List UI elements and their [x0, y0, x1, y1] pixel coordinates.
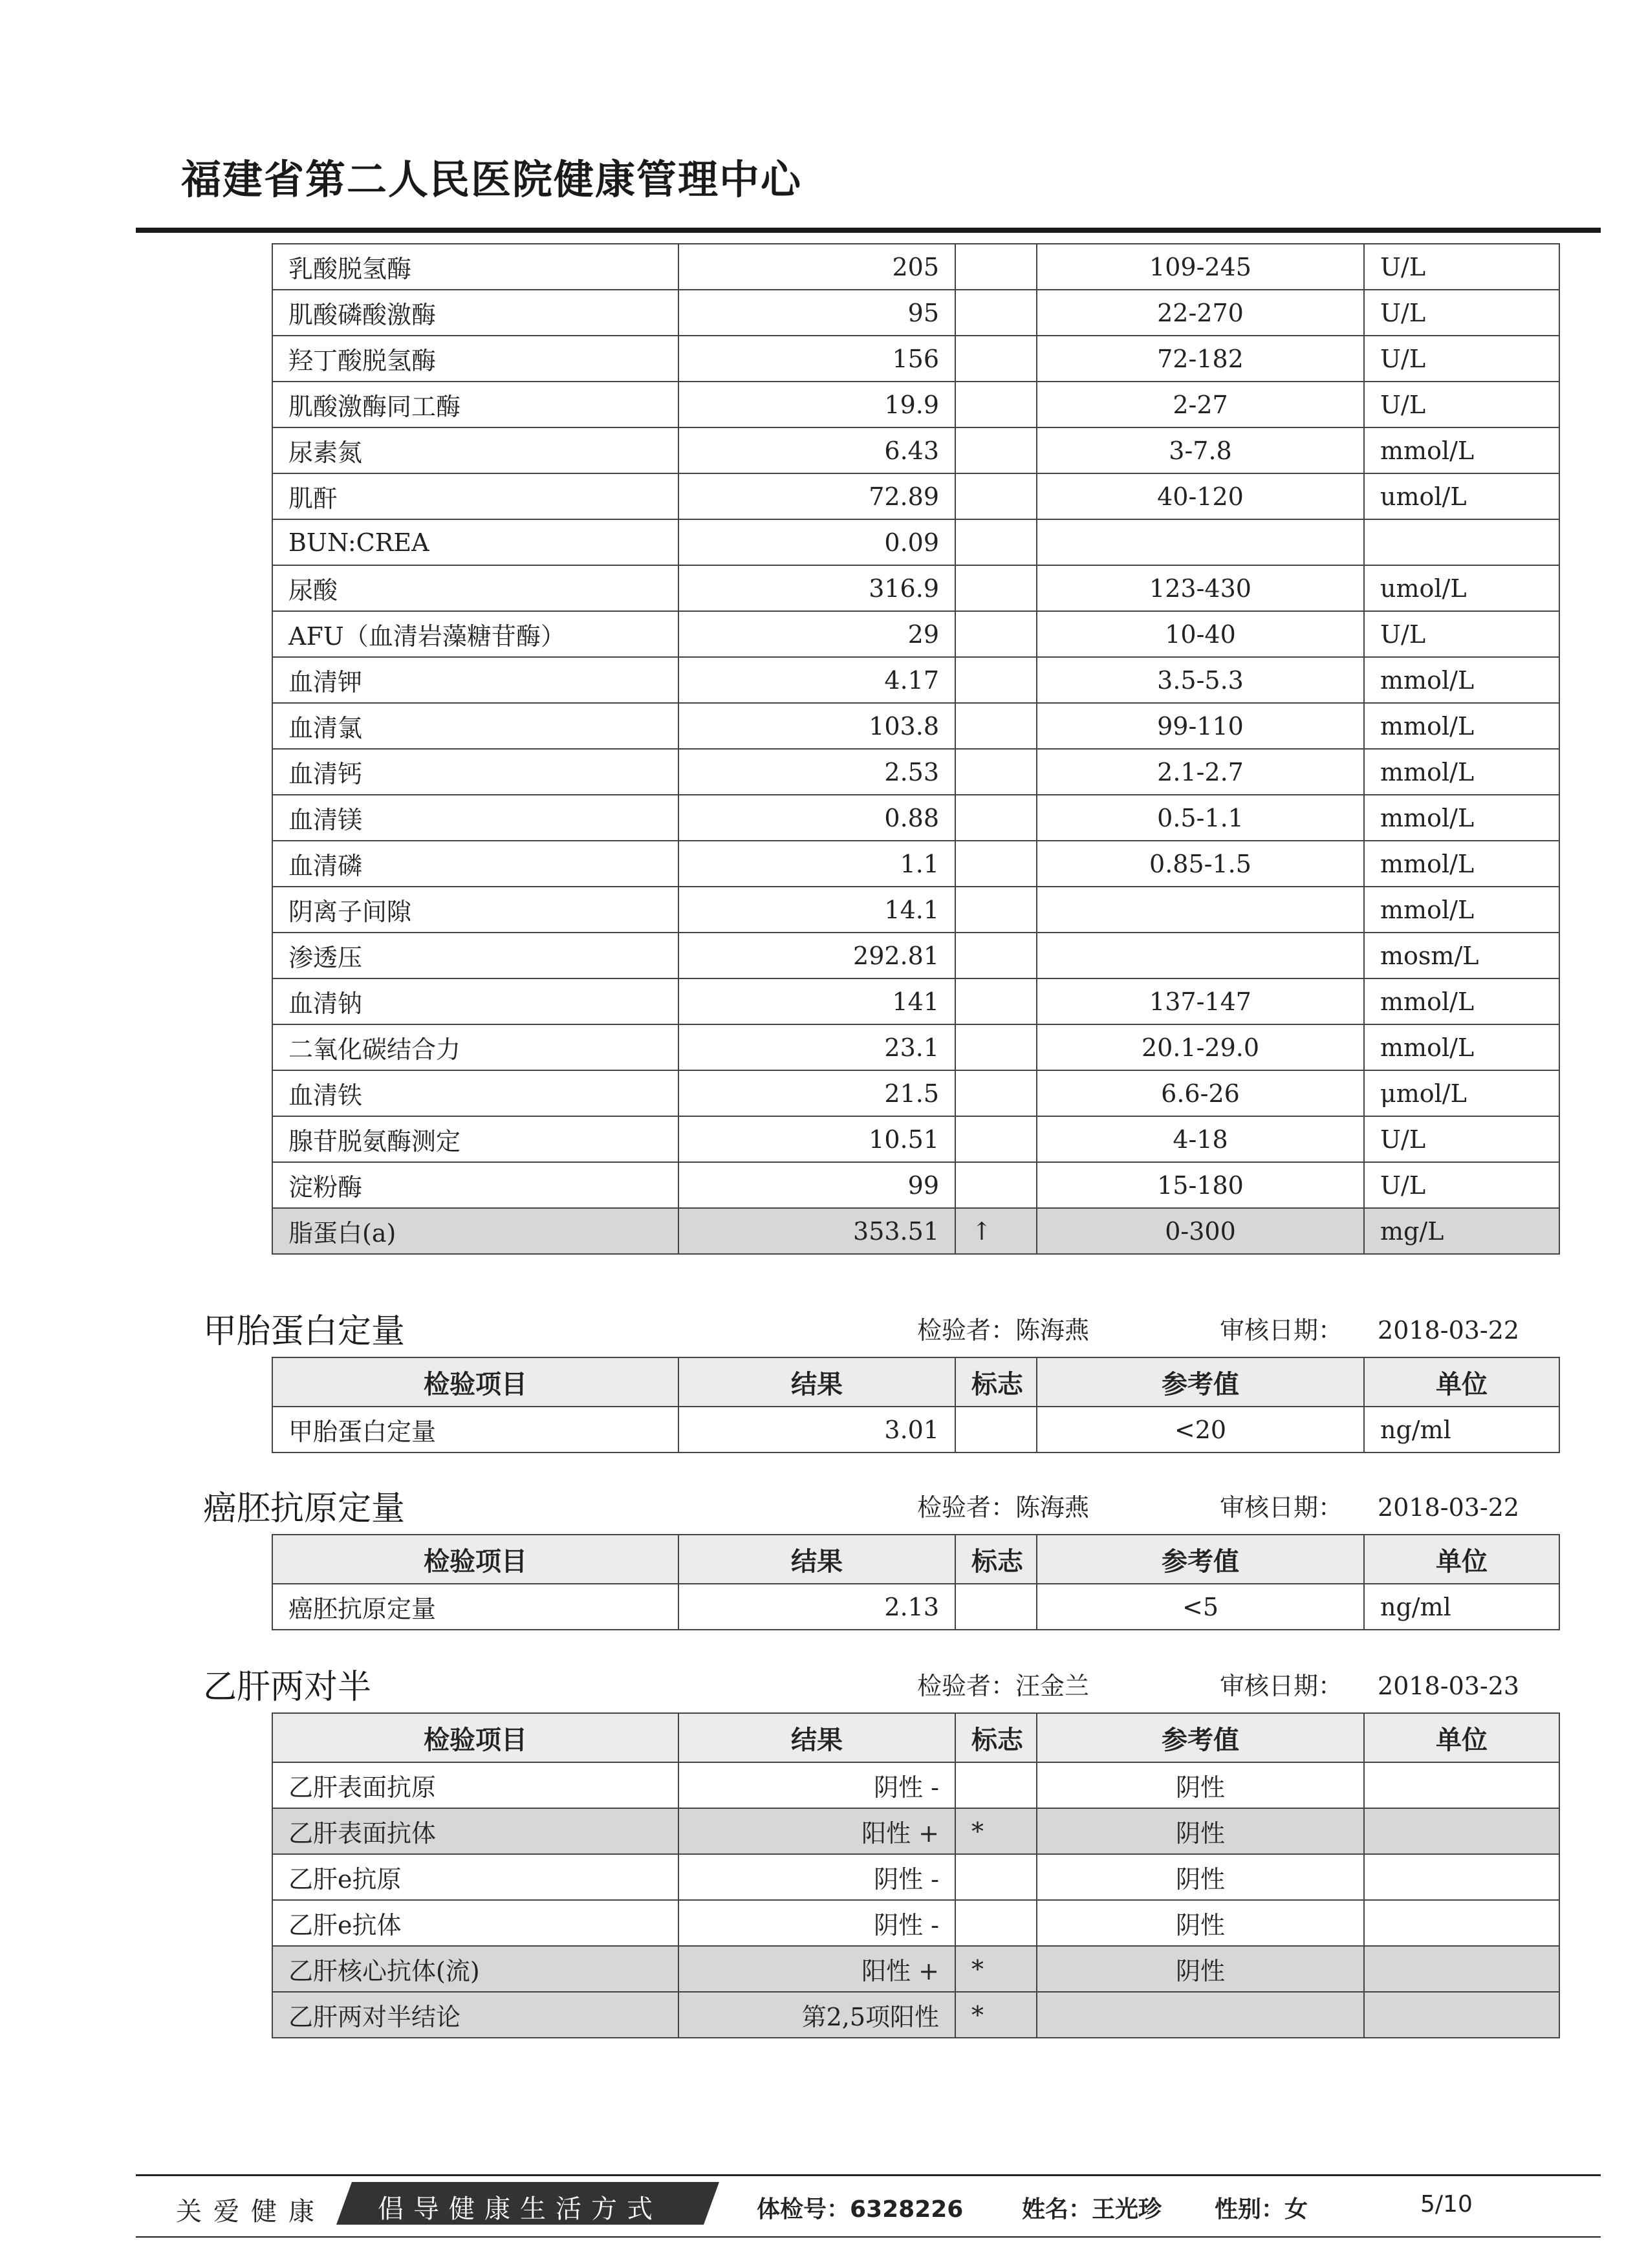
result-cell: 2.13 — [678, 1584, 955, 1630]
footer-slogan-2: 倡导健康生活方式 — [378, 2194, 662, 2224]
result-cell: 6.43 — [678, 427, 955, 473]
reference-cell: 阴性 — [1037, 1900, 1364, 1946]
item-name-cell: 二氧化碳结合力 — [272, 1024, 678, 1070]
item-name-cell: 腺苷脱氨酶测定 — [272, 1116, 678, 1162]
flag-cell — [955, 1762, 1037, 1808]
table-row — [272, 795, 1559, 841]
flag-cell: * — [955, 1946, 1037, 1992]
result-cell: 156 — [678, 336, 955, 382]
result-cell: 141 — [678, 978, 955, 1024]
unit-cell: μmol/L — [1364, 1070, 1559, 1116]
unit-cell: U/L — [1364, 1162, 1559, 1208]
reference-cell: 0.85-1.5 — [1037, 841, 1364, 887]
item-name-cell: 脂蛋白(a) — [272, 1208, 678, 1254]
unit-cell: mg/L — [1364, 1208, 1559, 1254]
flag-cell: ↑ — [955, 1208, 1037, 1254]
unit-cell — [1364, 1808, 1559, 1854]
unit-cell: umol/L — [1364, 565, 1559, 611]
table-row — [272, 1162, 1559, 1208]
unit-cell — [1364, 1900, 1559, 1946]
reference-cell — [1037, 887, 1364, 933]
table-row — [272, 382, 1559, 427]
biochem-table — [272, 243, 1560, 1255]
result-cell: 316.9 — [678, 565, 955, 611]
col-ref: 参考值 — [1037, 1357, 1364, 1407]
table-row — [272, 1946, 1559, 1992]
afp-table — [272, 1357, 1560, 1453]
exam-no-value: 6328226 — [850, 2196, 964, 2223]
flag-cell — [955, 290, 1037, 336]
footer-page-number: 5/10 — [1420, 2191, 1473, 2218]
col-flag: 标志 — [955, 1713, 1037, 1762]
item-name-cell: 渗透压 — [272, 933, 678, 978]
result-cell: 0.09 — [678, 519, 955, 565]
unit-cell: mmol/L — [1364, 841, 1559, 887]
col-result: 结果 — [678, 1357, 955, 1407]
reference-cell: <5 — [1037, 1584, 1364, 1630]
item-name-cell: 甲胎蛋白定量 — [272, 1407, 678, 1453]
unit-cell — [1364, 1992, 1559, 2038]
result-cell: 95 — [678, 290, 955, 336]
review-date-value: 2018-03-22 — [1378, 1316, 1520, 1345]
afp-section-title: 甲胎蛋白定量 — [203, 1312, 406, 1351]
result-cell: 103.8 — [678, 703, 955, 749]
flag-cell — [955, 887, 1037, 933]
review-date-label: 审核日期： — [1220, 1672, 1343, 1700]
review-date-label: 审核日期： — [1220, 1316, 1343, 1345]
footer-divider — [136, 2174, 1601, 2176]
unit-cell: mosm/L — [1364, 933, 1559, 978]
result-cell: 第2,5项阳性 — [678, 1992, 955, 2038]
unit-cell: U/L — [1364, 1116, 1559, 1162]
flag-cell — [955, 1900, 1037, 1946]
gender-value: 女 — [1284, 2196, 1308, 2223]
inspector-label: 检验者： — [917, 1493, 1016, 1522]
unit-cell: U/L — [1364, 611, 1559, 657]
footer-slogan-1: 关爱健康 — [176, 2197, 326, 2227]
flag-cell — [955, 933, 1037, 978]
table-row — [272, 933, 1559, 978]
item-name-cell: AFU（血清岩藻糖苷酶） — [272, 611, 678, 657]
cea-section-title: 癌胚抗原定量 — [203, 1489, 406, 1528]
flag-cell — [955, 795, 1037, 841]
result-cell: 阳性 + — [678, 1808, 955, 1854]
item-name-cell: 肌酸磷酸激酶 — [272, 290, 678, 336]
result-cell: 阴性 - — [678, 1762, 955, 1808]
reference-cell — [1037, 933, 1364, 978]
unit-cell: U/L — [1364, 290, 1559, 336]
unit-cell — [1364, 1946, 1559, 1992]
reference-cell: 阴性 — [1037, 1854, 1364, 1900]
reference-cell: 6.6-26 — [1037, 1070, 1364, 1116]
header-divider — [136, 228, 1601, 233]
flag-cell — [955, 565, 1037, 611]
name-label: 姓名： — [1022, 2196, 1092, 2223]
hbv-review-date — [1220, 1666, 1519, 1701]
flag-cell — [955, 1070, 1037, 1116]
footer-exam-no — [757, 2191, 963, 2224]
result-cell: 23.1 — [678, 1024, 955, 1070]
col-unit: 单位 — [1364, 1357, 1559, 1407]
table-row — [272, 1854, 1559, 1900]
item-name-cell: 血清镁 — [272, 795, 678, 841]
item-name-cell: 肌酐 — [272, 473, 678, 519]
reference-cell: 3.5-5.3 — [1037, 657, 1364, 703]
reference-cell: 99-110 — [1037, 703, 1364, 749]
cea-table — [272, 1534, 1560, 1630]
flag-cell — [955, 1024, 1037, 1070]
table-row — [272, 749, 1559, 795]
result-cell: 21.5 — [678, 1070, 955, 1116]
flag-cell — [955, 978, 1037, 1024]
flag-cell: * — [955, 1992, 1037, 2038]
table-row — [272, 978, 1559, 1024]
table-row — [272, 1024, 1559, 1070]
col-item: 检验项目 — [272, 1535, 678, 1584]
reference-cell: 10-40 — [1037, 611, 1364, 657]
unit-cell: U/L — [1364, 336, 1559, 382]
result-cell: 1.1 — [678, 841, 955, 887]
review-date-label: 审核日期： — [1220, 1493, 1343, 1522]
unit-cell — [1364, 1762, 1559, 1808]
reference-cell — [1037, 1992, 1364, 2038]
reference-cell: 15-180 — [1037, 1162, 1364, 1208]
item-name-cell: 尿酸 — [272, 565, 678, 611]
item-name-cell: 血清铁 — [272, 1070, 678, 1116]
table-row — [272, 1808, 1559, 1854]
unit-cell: mmol/L — [1364, 795, 1559, 841]
reference-cell: 0.5-1.1 — [1037, 795, 1364, 841]
table-header-row — [272, 1713, 1559, 1762]
reference-cell: <20 — [1037, 1407, 1364, 1453]
inspector-name: 汪金兰 — [1015, 1672, 1090, 1700]
result-cell: 阳性 + — [678, 1946, 955, 1992]
table-row — [272, 1070, 1559, 1116]
reference-cell: 阴性 — [1037, 1808, 1364, 1854]
exam-no-label: 体检号： — [757, 2196, 850, 2223]
item-name-cell: 乙肝核心抗体(流) — [272, 1946, 678, 1992]
result-cell: 10.51 — [678, 1116, 955, 1162]
col-item: 检验项目 — [272, 1713, 678, 1762]
result-cell: 2.53 — [678, 749, 955, 795]
reference-cell: 20.1-29.0 — [1037, 1024, 1364, 1070]
hbv-inspector — [917, 1666, 1089, 1701]
flag-cell — [955, 427, 1037, 473]
item-name-cell: 阴离子间隙 — [272, 887, 678, 933]
col-result: 结果 — [678, 1713, 955, 1762]
unit-cell: mmol/L — [1364, 978, 1559, 1024]
footer — [0, 2179, 1635, 2234]
reference-cell: 137-147 — [1037, 978, 1364, 1024]
footer-bottom-divider — [136, 2236, 1601, 2238]
item-name-cell: 乳酸脱氢酶 — [272, 244, 678, 290]
review-date-value: 2018-03-22 — [1378, 1493, 1520, 1522]
reference-cell: 72-182 — [1037, 336, 1364, 382]
flag-cell — [955, 1162, 1037, 1208]
flag-cell — [955, 611, 1037, 657]
reference-cell: 40-120 — [1037, 473, 1364, 519]
item-name-cell: 血清磷 — [272, 841, 678, 887]
table-row — [272, 1992, 1559, 2038]
reference-cell: 123-430 — [1037, 565, 1364, 611]
result-cell: 阴性 - — [678, 1854, 955, 1900]
reference-cell: 阴性 — [1037, 1762, 1364, 1808]
name-value: 王光珍 — [1092, 2196, 1162, 2223]
inspector-name: 陈海燕 — [1015, 1493, 1090, 1522]
footer-patient-name — [1022, 2191, 1162, 2224]
table-row — [272, 1407, 1559, 1453]
table-row — [272, 841, 1559, 887]
table-row — [272, 244, 1559, 290]
flag-cell: * — [955, 1808, 1037, 1854]
col-ref: 参考值 — [1037, 1713, 1364, 1762]
flag-cell — [955, 382, 1037, 427]
reference-cell: 4-18 — [1037, 1116, 1364, 1162]
table-row — [272, 336, 1559, 382]
flag-cell — [955, 1854, 1037, 1900]
result-cell: 29 — [678, 611, 955, 657]
result-cell: 3.01 — [678, 1407, 955, 1453]
item-name-cell: 乙肝e抗原 — [272, 1854, 678, 1900]
item-name-cell: 乙肝表面抗原 — [272, 1762, 678, 1808]
reference-cell: 0-300 — [1037, 1208, 1364, 1254]
col-ref: 参考值 — [1037, 1535, 1364, 1584]
col-flag: 标志 — [955, 1357, 1037, 1407]
table-header-row — [272, 1357, 1559, 1407]
table-row — [272, 427, 1559, 473]
item-name-cell: 血清钾 — [272, 657, 678, 703]
afp-review-date — [1220, 1310, 1519, 1346]
item-name-cell: 乙肝e抗体 — [272, 1900, 678, 1946]
unit-cell: mmol/L — [1364, 887, 1559, 933]
item-name-cell: BUN:CREA — [272, 519, 678, 565]
table-row — [272, 887, 1559, 933]
inspector-label: 检验者： — [917, 1672, 1016, 1700]
item-name-cell: 肌酸激酶同工酶 — [272, 382, 678, 427]
flag-cell — [955, 749, 1037, 795]
reference-cell: 2.1-2.7 — [1037, 749, 1364, 795]
gender-label: 性别： — [1215, 2196, 1285, 2223]
result-cell: 292.81 — [678, 933, 955, 978]
col-unit: 单位 — [1364, 1535, 1559, 1584]
hbv-section-title: 乙肝两对半 — [203, 1668, 372, 1707]
table-row — [272, 1116, 1559, 1162]
table-row — [272, 611, 1559, 657]
table-row — [272, 703, 1559, 749]
flag-cell — [955, 1584, 1037, 1630]
result-cell: 353.51 — [678, 1208, 955, 1254]
reference-cell: 3-7.8 — [1037, 427, 1364, 473]
reference-cell: 109-245 — [1037, 244, 1364, 290]
flag-cell — [955, 657, 1037, 703]
result-cell: 0.88 — [678, 795, 955, 841]
unit-cell: umol/L — [1364, 473, 1559, 519]
col-flag: 标志 — [955, 1535, 1037, 1584]
unit-cell: U/L — [1364, 244, 1559, 290]
unit-cell: mmol/L — [1364, 749, 1559, 795]
unit-cell — [1364, 1854, 1559, 1900]
table-row — [272, 1762, 1559, 1808]
flag-cell — [955, 336, 1037, 382]
item-name-cell: 癌胚抗原定量 — [272, 1584, 678, 1630]
unit-cell: mmol/L — [1364, 427, 1559, 473]
table-row — [272, 1584, 1559, 1630]
col-unit: 单位 — [1364, 1713, 1559, 1762]
inspector-name: 陈海燕 — [1015, 1316, 1090, 1345]
col-item: 检验项目 — [272, 1357, 678, 1407]
result-cell: 19.9 — [678, 382, 955, 427]
table-header-row — [272, 1535, 1559, 1584]
flag-cell — [955, 703, 1037, 749]
result-cell: 14.1 — [678, 887, 955, 933]
result-cell: 99 — [678, 1162, 955, 1208]
item-name-cell: 羟丁酸脱氢酶 — [272, 336, 678, 382]
page-title: 福建省第二人民医院健康管理中心 — [181, 156, 803, 203]
footer-gender — [1215, 2191, 1308, 2224]
unit-cell: U/L — [1364, 382, 1559, 427]
table-row — [272, 565, 1559, 611]
reference-cell: 阴性 — [1037, 1946, 1364, 1992]
unit-cell: mmol/L — [1364, 703, 1559, 749]
result-cell: 205 — [678, 244, 955, 290]
col-result: 结果 — [678, 1535, 955, 1584]
table-row — [272, 290, 1559, 336]
result-cell: 4.17 — [678, 657, 955, 703]
table-row — [272, 1208, 1559, 1254]
item-name-cell: 乙肝两对半结论 — [272, 1992, 678, 2038]
unit-cell: mmol/L — [1364, 657, 1559, 703]
review-date-value: 2018-03-23 — [1378, 1672, 1520, 1700]
flag-cell — [955, 244, 1037, 290]
item-name-cell: 血清钠 — [272, 978, 678, 1024]
item-name-cell: 淀粉酶 — [272, 1162, 678, 1208]
unit-cell: ng/ml — [1364, 1584, 1559, 1630]
item-name-cell: 乙肝表面抗体 — [272, 1808, 678, 1854]
result-cell: 72.89 — [678, 473, 955, 519]
item-name-cell: 尿素氮 — [272, 427, 678, 473]
unit-cell: ng/ml — [1364, 1407, 1559, 1453]
cea-inspector — [917, 1487, 1089, 1523]
table-row — [272, 657, 1559, 703]
table-row — [272, 473, 1559, 519]
reference-cell: 2-27 — [1037, 382, 1364, 427]
flag-cell — [955, 841, 1037, 887]
cea-review-date — [1220, 1487, 1519, 1523]
item-name-cell: 血清钙 — [272, 749, 678, 795]
reference-cell — [1037, 519, 1364, 565]
unit-cell — [1364, 519, 1559, 565]
flag-cell — [955, 473, 1037, 519]
unit-cell: mmol/L — [1364, 1024, 1559, 1070]
hbv-table — [272, 1712, 1560, 2038]
flag-cell — [955, 519, 1037, 565]
result-cell: 阴性 - — [678, 1900, 955, 1946]
table-row — [272, 1900, 1559, 1946]
table-row — [272, 519, 1559, 565]
flag-cell — [955, 1116, 1037, 1162]
reference-cell: 22-270 — [1037, 290, 1364, 336]
afp-inspector — [917, 1310, 1089, 1346]
flag-cell — [955, 1407, 1037, 1453]
item-name-cell: 血清氯 — [272, 703, 678, 749]
inspector-label: 检验者： — [917, 1316, 1016, 1345]
